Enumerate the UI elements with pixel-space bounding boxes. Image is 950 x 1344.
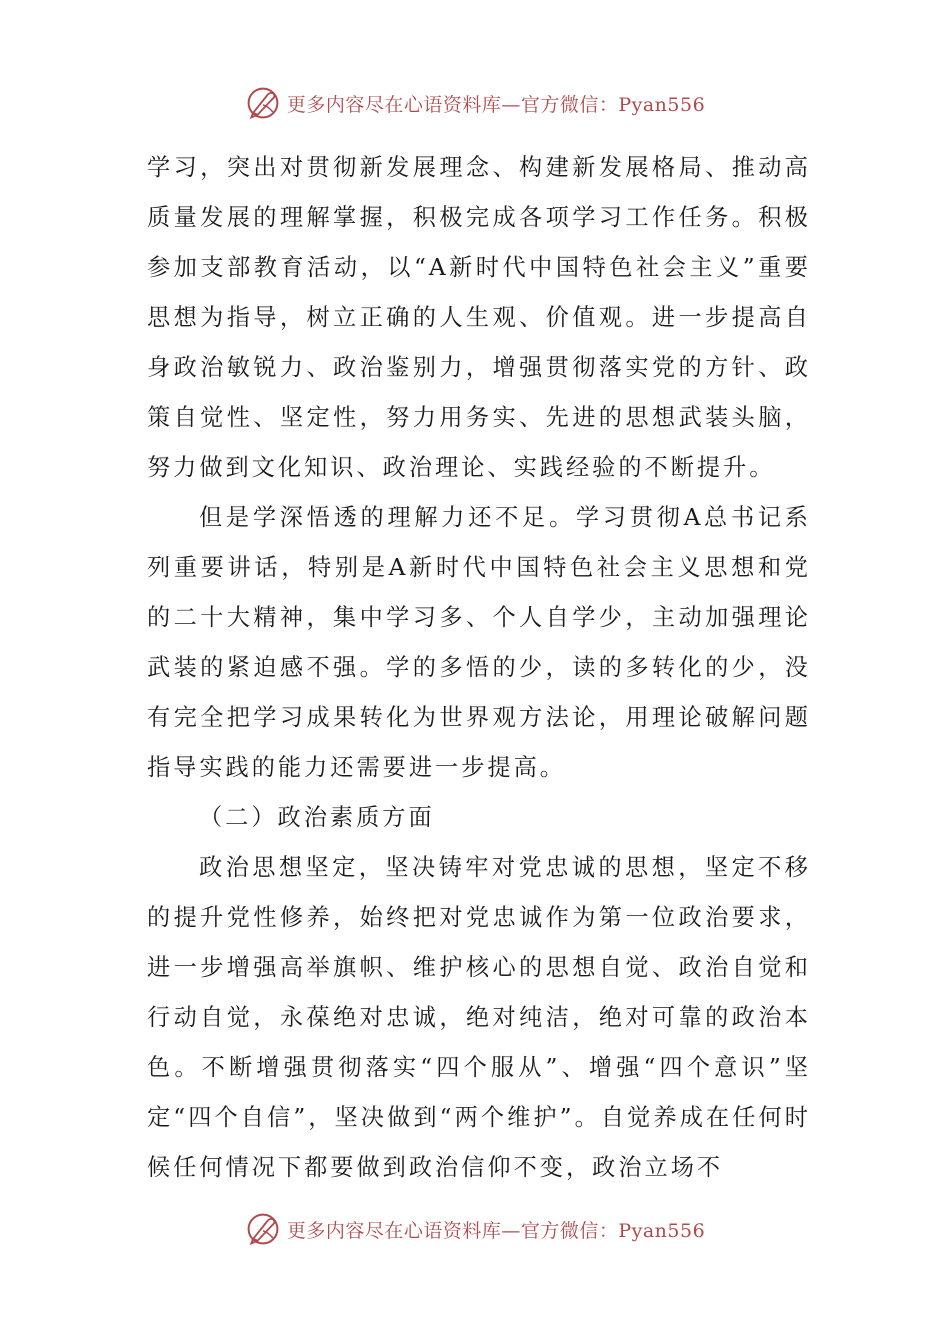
banner-text: 更多内容尽在心语资料库—官方微信：Pyan556 — [286, 93, 706, 116]
section-heading: （二）政治素质方面 — [199, 804, 435, 831]
footer-banner — [0, 1209, 950, 1249]
pen-logo-icon — [245, 1211, 281, 1247]
banner-text: 更多内容尽在心语资料库—官方微信：Pyan556 — [286, 1219, 706, 1242]
header-banner — [0, 83, 950, 123]
paragraph-2: 但是学深悟透的理解力还不足。学习贯彻A总书记系列重要讲话，特别是A新时代中国特色社会主义思想和党的二十大精神，集中学习多、个人自学少，主动加强理论武装的紧迫感不强。学的多悟的少，读的多转化的少，没有完全把学习成果转化为世界观方法论，用理论破解问题指导实践的能力还需要进一步提高。 — [147, 504, 811, 781]
pen-logo-icon — [245, 85, 281, 121]
paragraph-3: 政治思想坚定，坚决铸牢对党忠诚的思想，坚定不移的提升党性修养，始终把对党忠诚作为第一位政治要求，进一步增强高举旗帜、维护核心的思想自觉、政治自觉和行动自觉，永葆绝对忠诚，绝对纯洁，绝对可靠的政治本色。不断增强贯彻落实“四个服从”、增强“四个意识”坚定“四个自信”，坚决做到“两个维护”。自觉养成在任何时候任何情况下都要做到政治信仰不变，政治立场不 — [147, 854, 811, 1181]
paragraph-1: 学习，突出对贯彻新发展理念、构建新发展格局、推动高质量发展的理解掌握，积极完成各项学习工作任务。积极参加支部教育活动，以“A新时代中国特色社会主义”重要思想为指导，树立正确的人生观、价值观。进一步提高自身政治敏锐力、政治鉴别力，增强贯彻落实党的方针、政策自觉性、坚定性，努力用务实、先进的思想武装头脑，努力做到文化知识、政治理论、实践经验的不断提升。 — [147, 154, 811, 481]
document-body — [147, 143, 811, 1193]
